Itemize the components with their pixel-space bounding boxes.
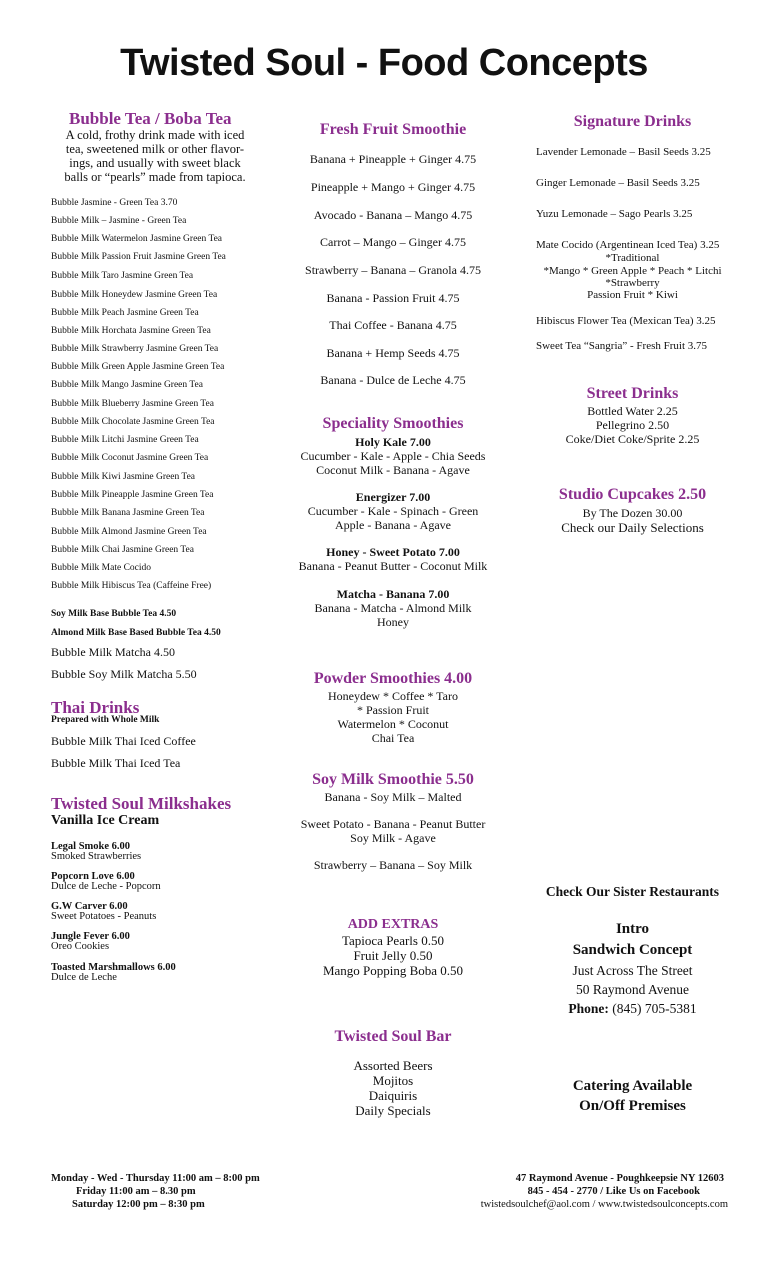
milkshake-desc: Smoked Strawberries [51,851,142,862]
thai-drinks-subtitle: Prepared with Whole Milk [51,715,160,725]
catering-line2: On/Off Premises [579,1098,686,1114]
list-item: Bubble Jasmine - Green Tea 3.70 [51,198,178,208]
list-item: Bubble Milk Green Apple Jasmine Green Tea [51,362,225,372]
list-item: Bubble Milk Honeydew Jasmine Green Tea [51,290,218,300]
list-item: Strawberry – Banana – Granola 4.75 [305,263,481,277]
soy-base-item: Soy Milk Base Bubble Tea 4.50 [51,609,177,619]
soy-smoothie-heading: Soy Milk Smoothie 5.50 [312,771,474,788]
speciality-heading: Speciality Smoothies [322,415,464,432]
list-item: Bubble Milk Thai Iced Coffee [51,734,196,748]
milkshake-name: Toasted Marshmallows 6.00 [51,962,176,973]
catering-line1: Catering Available [572,1078,693,1094]
list-item: Banana - Dulce de Leche 4.75 [320,373,466,387]
list-item: Bubble Milk Watermelon Jasmine Green Tea [51,234,223,244]
list-item: Bubble Milk Mango Jasmine Green Tea [51,380,203,390]
bar-heading: Twisted Soul Bar [334,1028,452,1045]
cupcakes-heading: Studio Cupcakes 2.50 [558,486,707,503]
speciality-name: Matcha - Banana 7.00 [336,587,450,601]
list-item: Lavender Lemonade – Basil Seeds 3.25 [536,146,711,158]
list-item: Bubble Milk Hibiscus Tea (Caffeine Free) [51,581,212,591]
list-item: Banana + Pineapple + Ginger 4.75 [309,152,477,166]
list-item: Hibiscus Flower Tea (Mexican Tea) 3.25 [536,315,716,327]
signature-heading: Signature Drinks [573,113,692,130]
sister-restaurant-concept: Sandwich Concept [572,942,693,958]
speciality-name: Honey - Sweet Potato 7.00 [326,545,460,559]
list-item: Bubble Milk Chai Jasmine Green Tea [51,545,194,555]
list-item: Ginger Lemonade – Basil Seeds 3.25 [536,177,700,189]
contact-links[interactable]: twistedsoulchef@aol.com / www.twistedsoulconcepts.com [480,1199,728,1210]
milkshake-name: Jungle Fever 6.00 [51,931,130,942]
list-item: Bubble Milk Almond Jasmine Green Tea [51,527,207,537]
matcha-item: Bubble Milk Matcha 4.50 [51,645,175,659]
list-item: Pineapple + Mango + Ginger 4.75 [310,180,476,194]
milkshakes-subtitle: Vanilla Ice Cream [51,813,160,828]
sister-phone: Phone: (845) 705-5381 [568,1001,697,1016]
extras-heading: ADD EXTRAS [347,917,439,932]
list-item: Bubble Milk Strawberry Jasmine Green Tea [51,344,219,354]
list-item: Banana + Hemp Seeds 4.75 [326,346,460,360]
milkshake-desc: Dulce de Leche - Popcorn [51,881,161,892]
milkshake-desc: Sweet Potatoes - Peanuts [51,911,157,922]
list-item: Bubble Milk Chocolate Jasmine Green Tea [51,417,215,427]
powder-heading: Powder Smoothies 4.00 [313,670,473,687]
list-item: Bubble Milk Thai Iced Tea [51,756,181,770]
list-item: Sweet Tea “Sangria” - Fresh Fruit 3.75 [536,340,708,352]
milkshake-name: Legal Smoke 6.00 [51,841,131,852]
bubble-tea-heading: Bubble Tea / Boba Tea [69,109,232,128]
milkshake-desc: Dulce de Leche [51,972,117,983]
list-item: Bubble Milk Kiwi Jasmine Green Tea [51,472,196,482]
list-item: Bubble Milk Mate Cocido [51,563,152,573]
list-item: Bubble Milk Blueberry Jasmine Green Tea [51,399,214,409]
milkshake-name: G.W Carver 6.00 [51,901,128,912]
list-item: Bubble Milk – Jasmine - Green Tea [51,216,187,226]
list-item: Bubble Milk Litchi Jasmine Green Tea [51,435,199,445]
list-item: Bubble Milk Horchata Jasmine Green Tea [51,326,211,336]
list-item: Bubble Milk Coconut Jasmine Green Tea [51,453,209,463]
fresh-smoothie-heading: Fresh Fruit Smoothie [319,121,467,138]
speciality-name: Holy Kale 7.00 [355,435,431,449]
milkshake-desc: Oreo Cookies [51,941,110,952]
street-drinks-heading: Street Drinks [586,385,679,402]
list-item: Bubble Milk Pineapple Jasmine Green Tea [51,490,214,500]
milkshake-name: Popcorn Love 6.00 [51,871,135,882]
almond-base-item: Almond Milk Base Based Bubble Tea 4.50 [51,628,221,638]
list-item: Bubble Milk Peach Jasmine Green Tea [51,308,199,318]
list-item: Banana - Passion Fruit 4.75 [326,291,460,305]
list-item: Bubble Milk Passion Fruit Jasmine Green Tea [51,252,226,262]
list-item: Bubble Milk Banana Jasmine Green Tea [51,508,205,518]
list-item: Bubble Milk Taro Jasmine Green Tea [51,271,194,281]
soy-matcha-item: Bubble Soy Milk Matcha 5.50 [51,667,197,681]
list-item: Carrot – Mango – Ginger 4.75 [320,235,466,249]
thai-drinks-heading: Thai Drinks [51,698,140,717]
sister-restaurants-heading: Check Our Sister Restaurants [545,884,720,899]
list-item: Yuzu Lemonade – Sago Pearls 3.25 [536,208,693,220]
list-item: Thai Coffee - Banana 4.75 [329,318,457,332]
speciality-name: Energizer 7.00 [355,490,431,504]
page-title: Twisted Soul - Food Concepts [120,42,648,84]
list-item: Avocado - Banana – Mango 4.75 [313,208,473,222]
milkshakes-heading: Twisted Soul Milkshakes [51,794,232,813]
sister-restaurant-name: Intro [615,921,650,937]
